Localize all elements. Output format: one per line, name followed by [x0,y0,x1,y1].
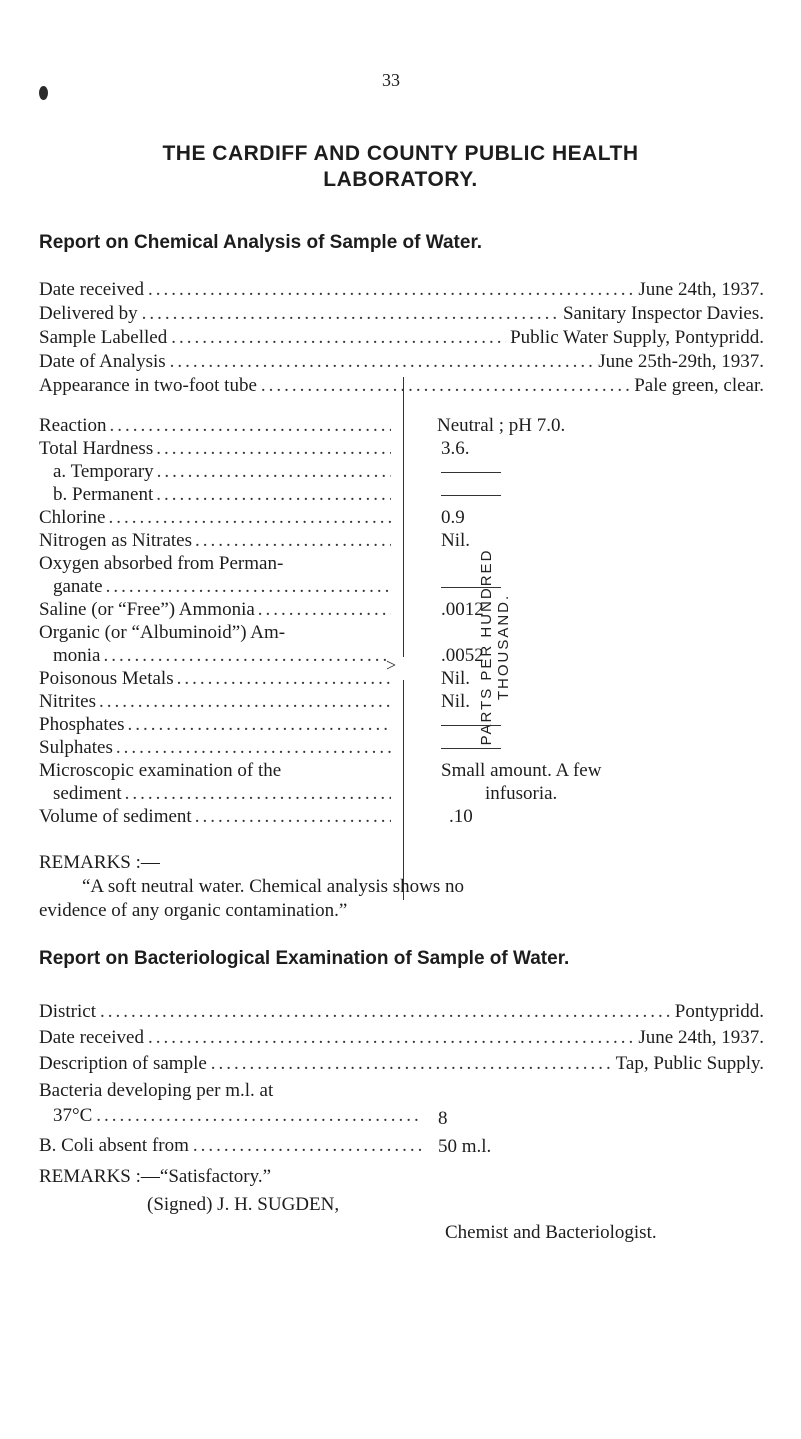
laboratory-title-line2: LABORATORY. [323,168,478,191]
info-label: Date received [39,279,144,300]
bact-row-date-received [39,1026,764,1049]
param-temporary: a. Temporary ..... [39,460,394,483]
bact-row-bacteria: 37°C ..... [53,1104,425,1127]
param-nitrites: Nitrites ..... [39,690,394,713]
bacteriological-report-heading: Report on Bacteriological Examination of Sample of Water. [39,948,570,969]
info-value: Tap, Public Supply. [615,1053,764,1074]
param-microscopic: Microscopic examination of the [39,760,282,781]
info-label: Description of sample [39,1053,207,1074]
info-value: Pale green, clear. [634,375,764,396]
param-nitrates: Nitrogen as Nitrates ..... [39,529,394,552]
parameter-list [39,414,397,828]
value-phosphates-dash [441,713,501,736]
chemical-remarks-line2: evidence of any organic contamination.” [39,900,348,921]
info-label: Date of Analysis [39,351,166,372]
info-label: Date received [39,1027,144,1048]
param-albuminoid-ammonia: Organic (or “Albuminoid”) Am- [39,622,286,643]
param-poisonous-metals: Poisonous Metals ..... [39,667,394,690]
brace-point: > [386,655,397,675]
signer-title: Chemist and Bacteriologist. [445,1222,657,1243]
info-label: Sample Labelled [39,327,168,348]
param-oxygen-absorbed-cont: ganate ..... [39,575,394,598]
info-value: June 24th, 1937. [638,1027,764,1048]
unit-label: PARTS PER HUNDRED THOUSAND. [478,548,512,746]
signature-line: (Signed) J. H. SUGDEN, [147,1194,340,1215]
info-label: District [39,1001,96,1022]
value-albuminoid-ammonia: .0052 [441,645,484,666]
param-total-hardness: Total Hardness ..... [39,437,394,460]
chemical-remarks-heading: REMARKS :— [39,852,160,873]
param-microscopic-cont: sediment ..... [39,782,394,805]
info-row-date-received [39,278,764,301]
param-volume-sediment: Volume of sediment ..... [39,805,394,828]
bact-row-district [39,1000,764,1023]
param-sulphates: Sulphates ..... [39,736,394,759]
value-nitrites: Nil. [441,691,471,712]
value-volume-sediment: .10 [449,806,473,827]
page-number: 33 [382,70,400,90]
value-permanent-dash [441,483,501,506]
coli-value: 50 m.l. [438,1136,492,1157]
bacteriological-remarks: REMARKS :—“Satisfactory.” [39,1166,272,1187]
ink-blot [39,86,48,100]
value-chlorine: 0.9 [441,507,465,528]
info-row-delivered-by [39,302,764,325]
bacteria-value: 8 [438,1108,448,1129]
bact-row-description [39,1052,764,1075]
info-value: Pontypridd. [674,1001,764,1022]
param-saline-ammonia: Saline (or “Free”) Ammonia ..... [39,598,394,621]
info-value: Sanitary Inspector Davies. [562,303,764,324]
value-microscopic-cont: infusoria. [485,783,558,804]
value-temporary-dash [441,460,501,483]
brace-lower [397,680,404,900]
info-label: Delivered by [39,303,138,324]
info-value: June 24th, 1937. [638,279,764,300]
chemical-remarks-line1: “A soft neutral water. Chemical analysis shows no [82,876,465,897]
value-saline-ammonia: .0012 [441,599,484,620]
param-phosphates: Phosphates ..... [39,713,394,736]
param-permanent: b. Permanent ..... [39,483,394,506]
info-row-sample-labelled [39,326,764,349]
value-sulphates-dash [441,736,501,759]
value-reaction: Neutral ; pH 7.0. [437,415,566,436]
info-row-date-of-analysis [39,350,764,373]
value-nitrates: Nil. [441,530,471,551]
value-total-hardness: 3.6. [441,438,470,459]
info-label: Appearance in two-foot tube [39,375,257,396]
laboratory-title: THE CARDIFF AND COUNTY PUBLIC HEALTH [162,142,639,165]
brace-upper [397,377,404,657]
value-microscopic: Small amount. A few [441,760,602,781]
bact-row-coli: B. Coli absent from ..... [39,1134,425,1157]
info-value: June 25th-29th, 1937. [598,351,764,372]
info-value: Public Water Supply, Pontypridd. [510,327,764,348]
value-oxygen-dash [441,575,501,598]
value-poisonous-metals: Nil. [441,668,471,689]
param-albuminoid-ammonia-cont: monia ..... [39,644,394,667]
chemical-report-heading: Report on Chemical Analysis of Sample of Water. [39,232,483,253]
param-oxygen-absorbed: Oxygen absorbed from Perman- [39,553,284,574]
param-reaction: Reaction ..... [39,414,394,437]
bacteria-label: Bacteria developing per m.l. at [39,1080,274,1101]
param-chlorine: Chlorine ..... [39,506,394,529]
